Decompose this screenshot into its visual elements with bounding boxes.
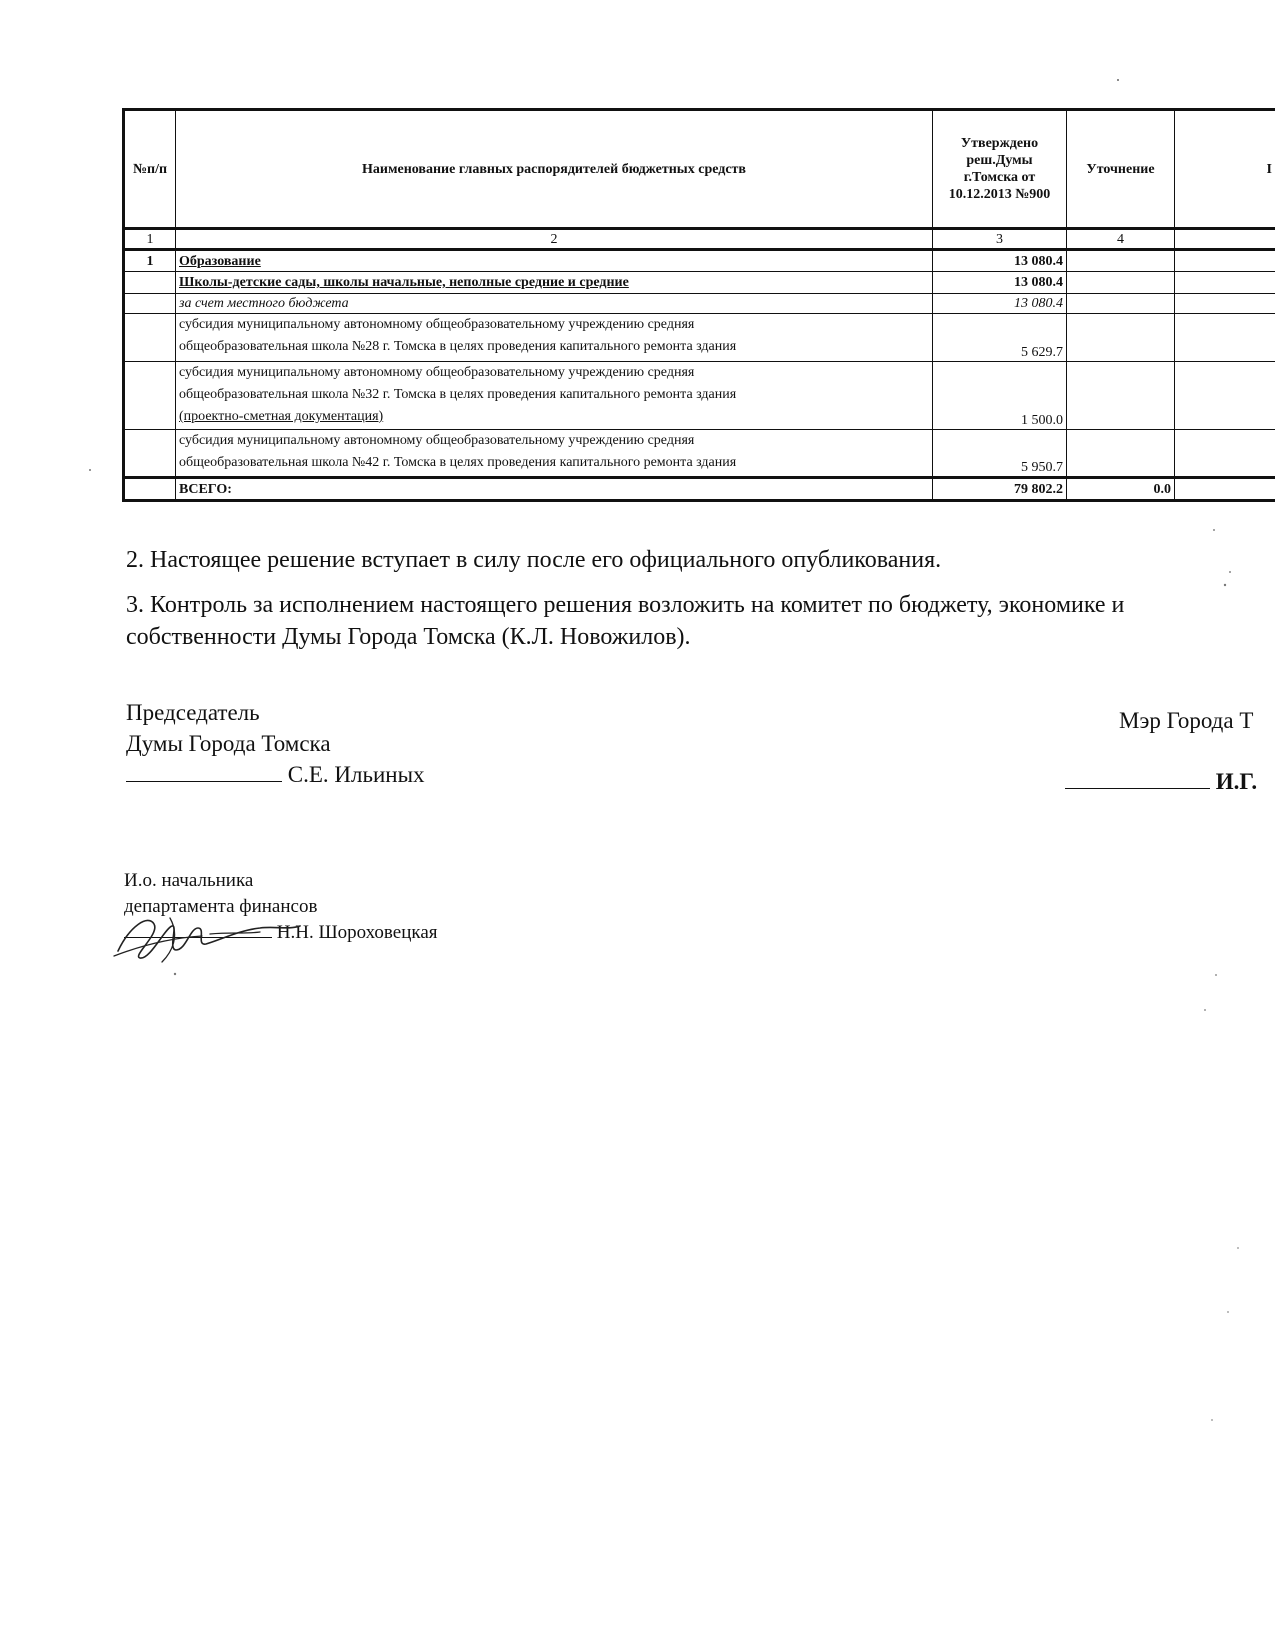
mayor-title: Мэр Города Т [1119, 708, 1254, 733]
total-clarification: 0.0 [1067, 478, 1175, 501]
paragraph-3-line-1: 3. Контроль за исполнением настоящего решения возложить на комитет по бюджету, экономике и [126, 592, 1125, 618]
column-number: 1 [124, 229, 176, 250]
header-approved-line: г.Томска от [963, 170, 1036, 185]
mayor-name: И.Г. [1215, 769, 1258, 794]
row-approved: 13 080.4 [933, 272, 1067, 294]
chair-title: Председатель [126, 700, 260, 725]
finance-title: департамента финансов [124, 896, 318, 917]
row-name: Школы-детские сады, школы начальные, неполные средние и средние [176, 272, 933, 294]
row-name-line: общеобразовательная школа №42 г. Томска в целях проведения капитального ремонта здания [179, 455, 737, 470]
header-name: Наименование главных распорядителей бюджетных средств [176, 110, 933, 229]
paragraph-3-line-2: собственности Думы Города Томска (К.Л. Новожилов). [126, 624, 691, 650]
row-name: Образование [176, 250, 933, 272]
row-name-line: субсидия муниципальному автономному общеобразовательному учреждению средняя [179, 317, 695, 332]
row-approved: 13 080.4 [933, 294, 1067, 314]
row-name-line: общеобразовательная школа №28 г. Томска в целях проведения капитального ремонта здания [179, 339, 737, 354]
row-name-line: субсидия муниципальному автономному общеобразовательному учреждению средняя [179, 365, 695, 380]
row-name-line: субсидия муниципальному автономному общеобразовательному учреждению средняя [179, 433, 695, 448]
row-approved: 5 629.7 [933, 314, 1067, 362]
column-number: 2 [176, 229, 933, 250]
paragraph-2: 2. Настоящее решение вступает в силу после его официального опубликования. [126, 547, 942, 573]
header-approved-line: 10.12.2013 №900 [948, 187, 1051, 202]
finance-title: И.о. начальника [124, 870, 254, 891]
row-approved: 5 950.7 [933, 430, 1067, 478]
row-name-line: общеобразовательная школа №32 г. Томска в целях проведения капитального ремонта здания [179, 387, 737, 402]
header-clarification: Уточнение [1067, 110, 1175, 229]
row-name-line: (проектно-сметная документация) [179, 409, 384, 424]
row-approved: 13 080.4 [933, 250, 1067, 272]
row-num: 1 [124, 250, 176, 272]
column-number: 4 [1067, 229, 1175, 250]
row-approved: 1 500.0 [933, 362, 1067, 430]
finance-name: Н.Н. Шороховецкая [276, 922, 438, 943]
row-name: за счет местного бюджета [176, 294, 933, 314]
header-extra: I [1175, 110, 1275, 229]
header-approved-line: Утверждено [960, 136, 1039, 151]
chair-name: С.Е. Ильиных [287, 762, 425, 787]
header-approved-line: реш.Думы [966, 153, 1033, 168]
header-num: №п/п [124, 110, 176, 229]
total-approved: 79 802.2 [933, 478, 1067, 501]
chair-title: Думы Города Томска [126, 731, 331, 756]
column-number: 3 [933, 229, 1067, 250]
total-label: ВСЕГО: [176, 478, 933, 501]
